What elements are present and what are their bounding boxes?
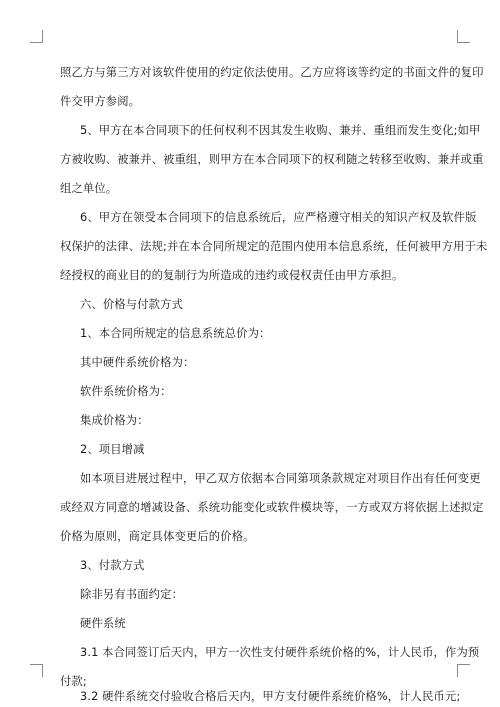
crop-mark-top-left — [30, 30, 43, 43]
clause-6-line: 权保护的法律、法规;并在本合同所规定的范围内使用本信息系统，任何被甲方用于未 — [60, 240, 488, 253]
item-line: 1、本合同所规定的信息系统总价为： — [80, 327, 271, 340]
paragraph-line: 如本项目进展过程中，甲乙双方依据本合同第项条款规定对项目作出有任何变更 — [80, 472, 481, 485]
subsection-heading: 2、项目增减 — [80, 443, 145, 456]
crop-mark-bottom-right — [457, 664, 470, 677]
payment-line: 付款; — [60, 675, 87, 688]
clause-5-line: 组之单位。 — [60, 182, 118, 195]
paragraph-line: 照乙方与第三方对该软件使用的约定依法使用。乙方应将该等约定的书面文件的复印 — [60, 66, 484, 79]
paragraph-line: 件交甲方参阅。 — [60, 95, 141, 108]
clause-6-line: 6、甲方在领受本合同项下的信息系统后，应严格遵守相关的知识产权及软件版 — [80, 211, 477, 224]
clause-5-line: 5、甲方在本合同项下的任何权利不因其发生收购、兼并、重组而发生变化;如甲 — [80, 124, 481, 137]
clause-5-line: 方被收购、被兼并、被重组，则甲方在本合同项下的权利随之转移至收购、兼并或重 — [60, 153, 484, 166]
item-line: 软件系统价格为： — [80, 385, 172, 398]
payment-line: 3.1 本合同签订后天内，甲方一次性支付硬件系统价格的%，计人民币，作为预 — [80, 646, 480, 659]
crop-mark-bottom-left — [30, 664, 43, 677]
crop-mark-top-right — [457, 30, 470, 43]
item-line: 其中硬件系统价格为： — [80, 356, 195, 369]
clause-6-line: 经授权的商业目的的复制行为所造成的违约或侵权责任由甲方承担。 — [60, 269, 404, 282]
paragraph-line: 硬件系统 — [80, 617, 126, 630]
section-heading: 六、价格与付款方式 — [80, 298, 184, 311]
paragraph-line: 或经双方同意的增减设备、系统功能变化或软件模块等，一方或双方将依据上述拟定 — [60, 501, 484, 514]
item-line: 集成价格为： — [80, 414, 149, 427]
paragraph-line: 价格为原则，商定具体变更后的价格。 — [60, 530, 255, 543]
payment-line: 3.2 硬件系统交付验收合格后天内，甲方支付硬件系统价格%，计人民币元; — [80, 690, 461, 703]
subsection-heading: 3、付款方式 — [80, 559, 145, 572]
paragraph-line: 除非另有书面约定： — [80, 588, 184, 601]
